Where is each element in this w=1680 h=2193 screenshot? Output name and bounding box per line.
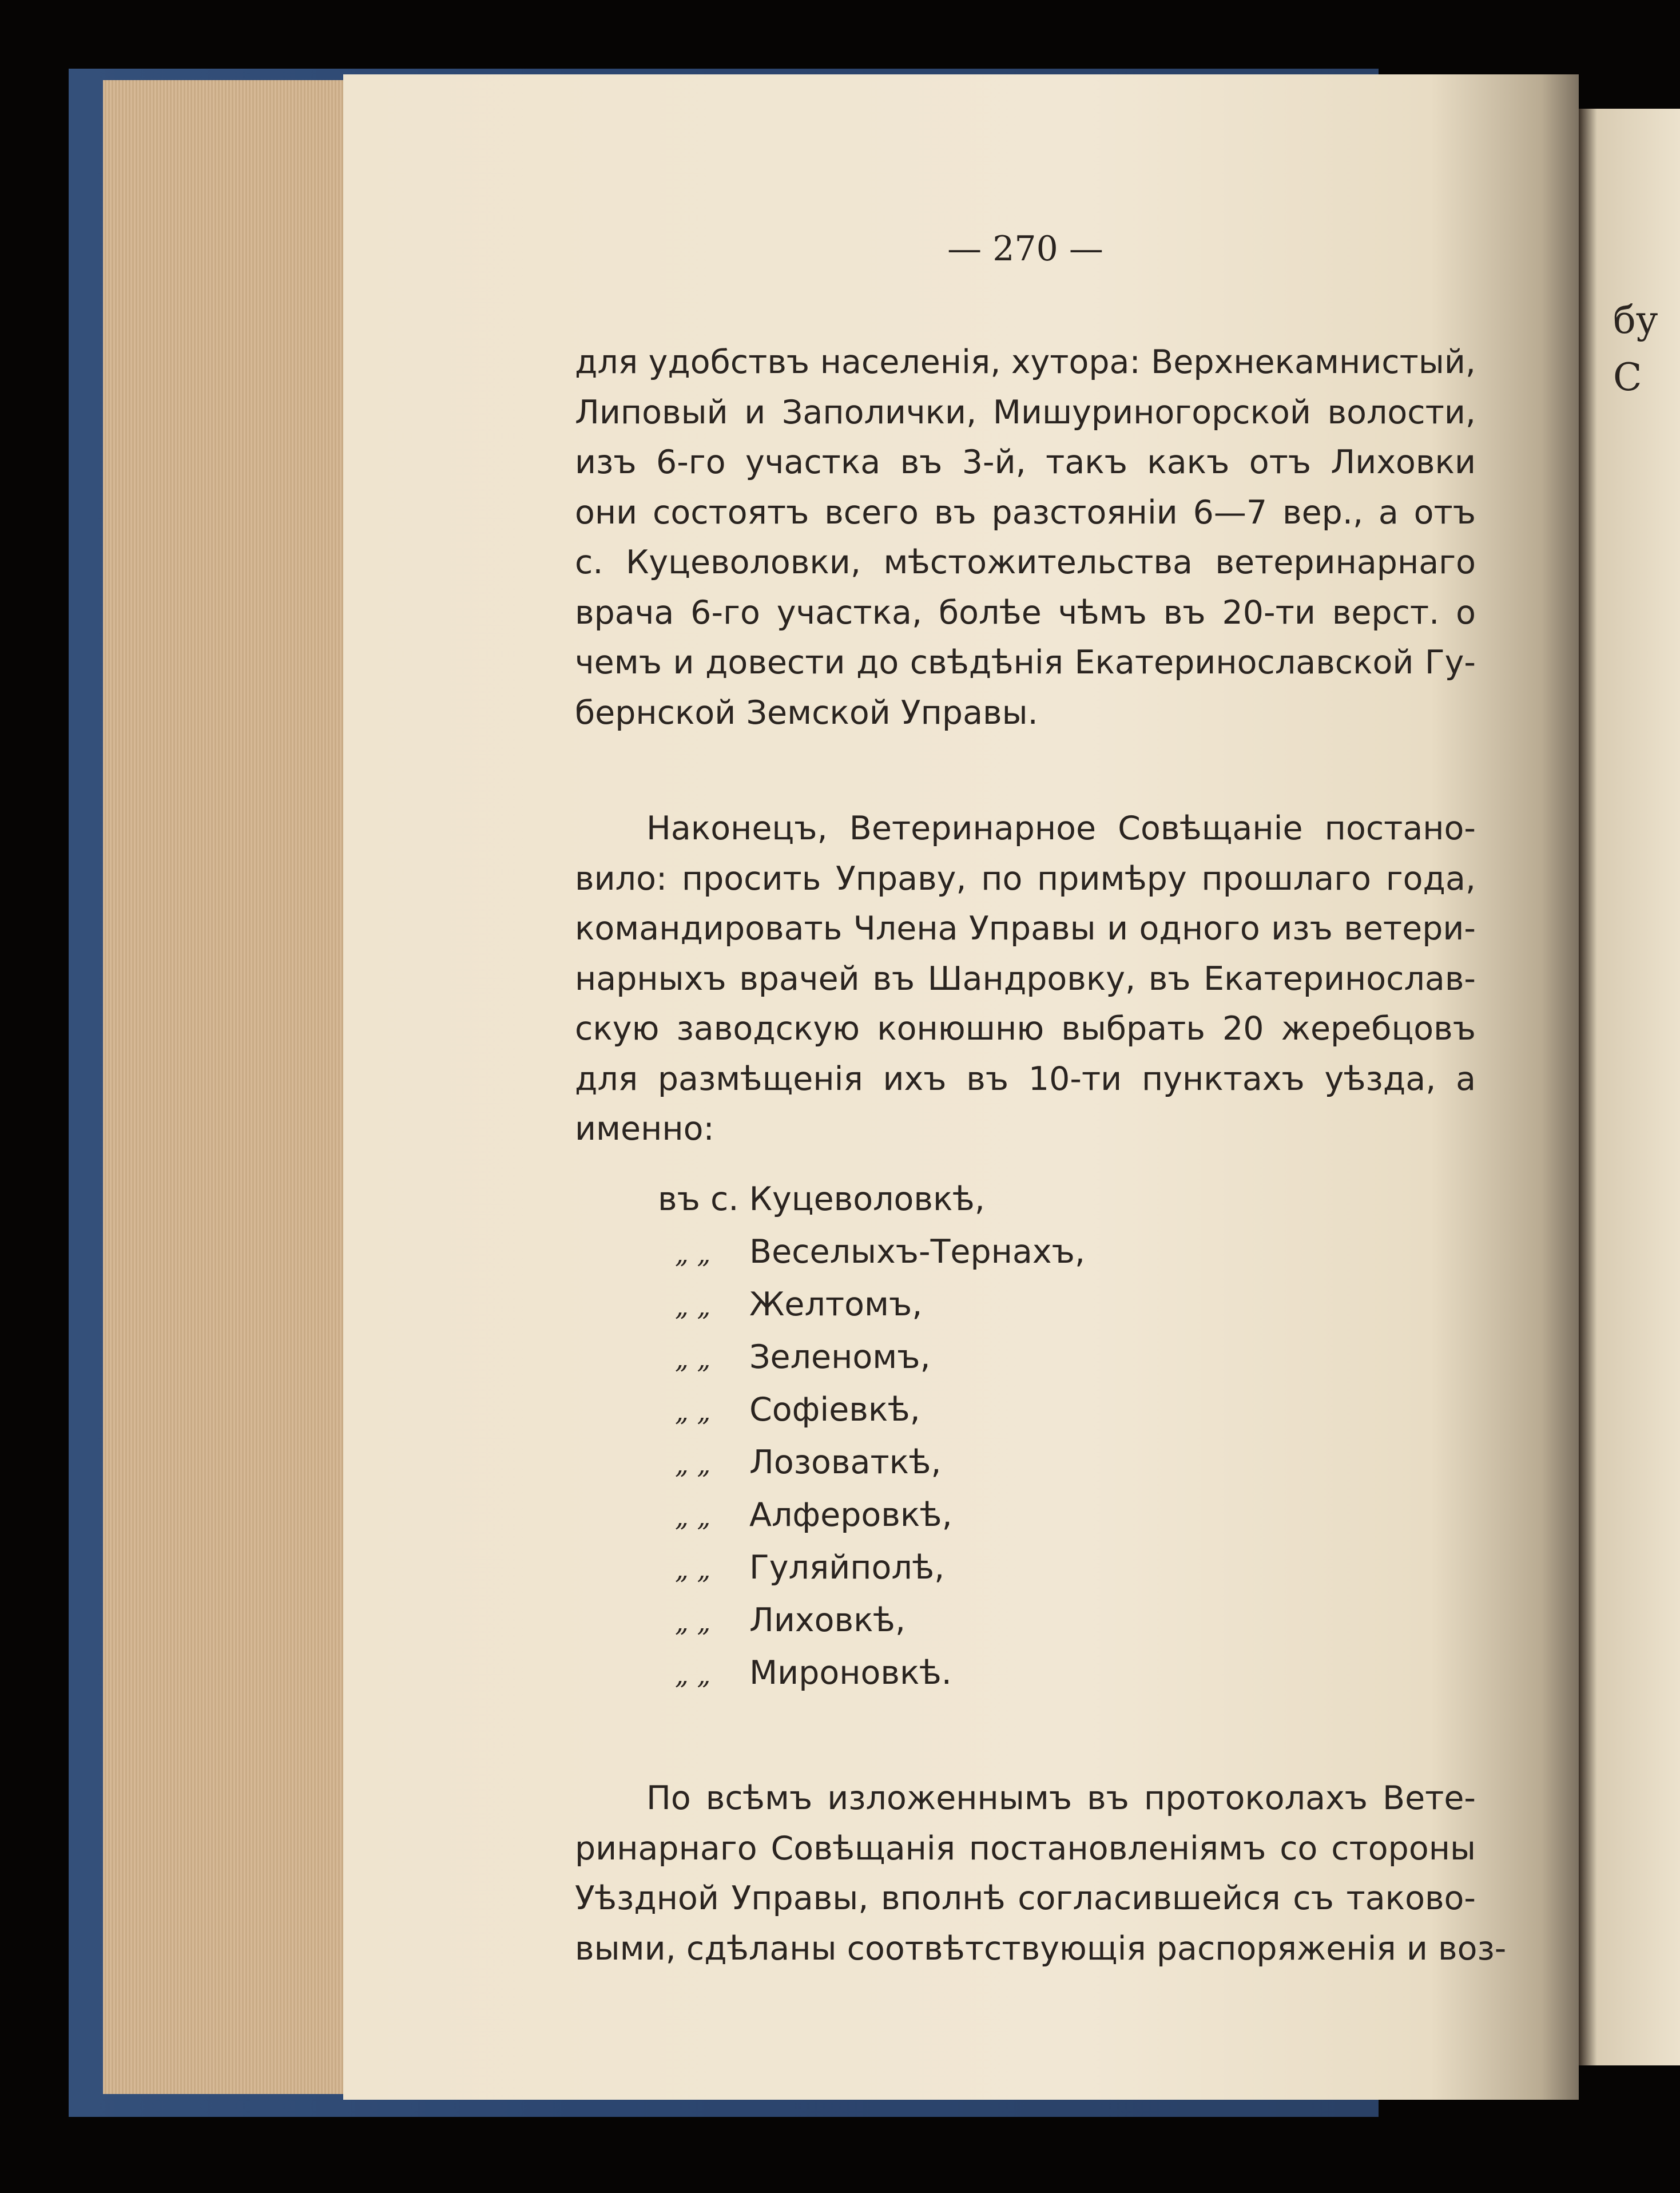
list-item [575,1226,1476,1278]
ditto-mark: „ „ [675,1554,711,1585]
text-line: командировать Члена Управы и одного изъ ветери- [575,910,1476,947]
paragraph-2 [575,804,1476,1155]
village-list [575,1173,1476,1699]
text-line: чемъ и довести до свѣдѣнія Екатеринославской Гу- [575,644,1476,681]
paragraph-1 [575,338,1476,738]
list-item [575,1383,1476,1436]
adjacent-page-text [1613,292,1658,406]
page-edges [103,80,355,2094]
text-line: Наконецъ, Ветеринарное Совѣщаніе постано- [646,810,1476,847]
text-line: Уѣздной Управы, вполнѣ согласившейся съ таково- [575,1879,1476,1917]
village-name: Алферовкѣ, [749,1496,952,1534]
list-item [575,1278,1476,1331]
text-line: Липовый и Заполички, Мишуриногорской волости, [575,393,1476,431]
ditto-mark: „ „ [675,1659,711,1690]
list-prefix: въ с. [658,1180,739,1218]
ditto-mark: „ „ [675,1396,711,1427]
village-name: Софіевкѣ, [749,1391,920,1429]
ditto-mark: „ „ [675,1291,711,1322]
text-line: выми, сдѣланы соотвѣтствующія распоряженія и воз- [575,1929,1507,1968]
text-line: именно: [575,1110,714,1148]
paragraph-3 [575,1774,1507,1974]
adjacent-line-2: С [1613,355,1642,399]
text-line: По всѣмъ изложеннымъ въ протоколахъ Вете- [646,1779,1476,1817]
list-item [575,1541,1476,1594]
text-line: нарныхъ врачей въ Шандровку, въ Екатеринослав- [575,959,1476,998]
ditto-mark: „ „ [675,1343,711,1374]
page-number: — 270 — [947,229,1103,269]
list-item [575,1594,1476,1647]
village-name: Желтомъ, [749,1286,923,1323]
ditto-mark: „ „ [675,1501,711,1532]
text-line: изъ 6-го участка въ 3-й, такъ какъ отъ Лиховки [575,443,1476,481]
adjacent-line-1: бу [1613,298,1658,342]
list-item [575,1173,1476,1226]
village-name: Лиховкѣ, [749,1601,905,1639]
text-line: врача 6-го участка, болѣе чѣмъ въ 20-ти верст. о [575,593,1476,632]
list-item [575,1331,1476,1383]
ditto-mark: „ „ [675,1449,711,1480]
list-item [575,1647,1476,1699]
village-name: Мироновкѣ. [749,1654,952,1692]
village-name: Веселыхъ-Тернахъ, [749,1233,1085,1271]
text-line: ринарнаго Совѣщанія постановленіямъ со стороны [575,1829,1476,1867]
ditto-mark: „ „ [675,1238,711,1269]
text-line: они состоятъ всего въ разстояніи 6—7 вер., а отъ [575,493,1476,532]
village-name: Лозоваткѣ, [749,1444,942,1481]
text-line: вило: просить Управу, по примѣру прошлаго года, [575,859,1476,898]
village-name: Куцеволовкѣ, [749,1180,985,1218]
text-line: с. Куцеволовки, мѣстожительства ветеринарнаго [575,544,1476,581]
list-item [575,1489,1476,1541]
text-line: бернской Земской Управы. [575,693,1038,732]
ditto-mark: „ „ [675,1607,711,1637]
text-line: для удобствъ населенія, хутора: Верхнекамнистый, [575,343,1476,381]
village-name: Гуляйполѣ, [749,1549,945,1587]
text-line: скую заводскую конюшню выбрать 20 жеребцовъ [575,1010,1476,1048]
text-line: для размѣщенія ихъ въ 10-ти пунктахъ уѣзда, а [575,1060,1476,1098]
list-item [575,1436,1476,1489]
village-name: Зеленомъ, [749,1338,931,1376]
